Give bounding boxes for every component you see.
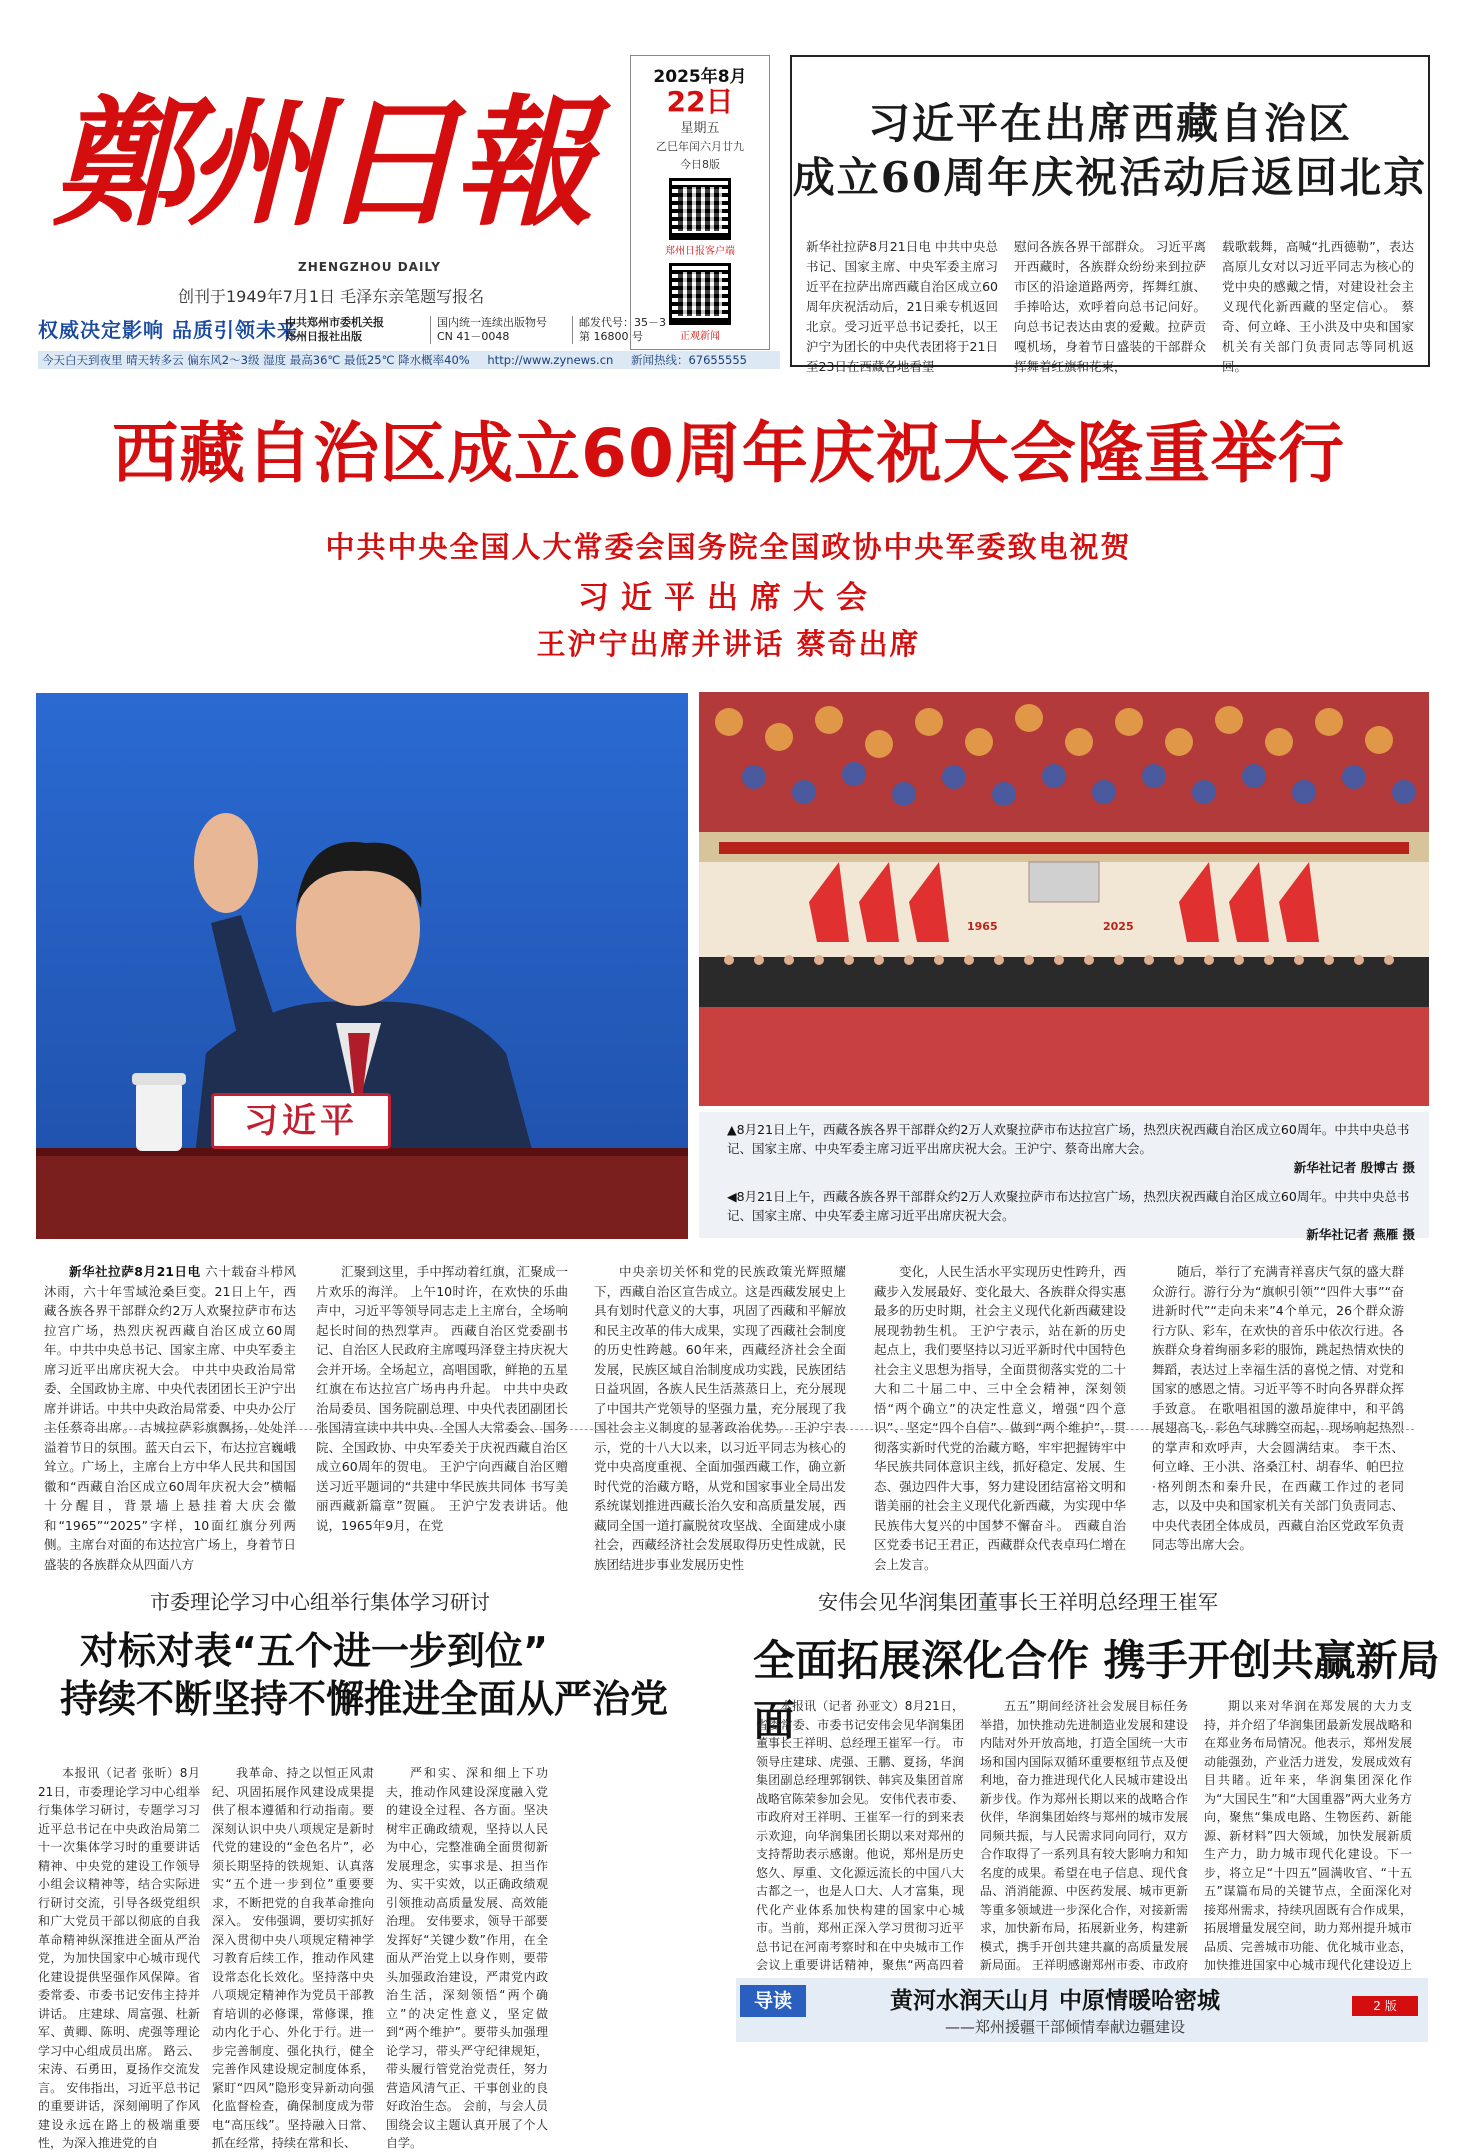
qr-label-app: 郑州日报客户端	[665, 246, 735, 257]
left-story-kicker: 市委理论学习中心组举行集体学习研讨	[150, 1590, 490, 1614]
qr-code-icon[interactable]	[669, 178, 731, 240]
article-column	[386, 1764, 548, 2153]
top-story-title-line1: 习近平在出席西藏自治区	[867, 99, 1352, 148]
article-column	[756, 1697, 964, 1993]
photo-illustration	[699, 692, 1429, 1106]
post-code-label: 邮发代号：35－3	[579, 316, 666, 329]
article-column	[1204, 1697, 1412, 1993]
guide-title[interactable]: 黄河水润天山月 中原情暖哈密城	[890, 1988, 1221, 2014]
banner-year-left: 1965	[967, 920, 998, 933]
lead-subheadline: 中共中央全国人大常委会国务院全国政协中央军委致电祝贺	[325, 530, 1132, 564]
section-divider	[44, 1429, 1414, 1430]
right-story-kicker: 安伟会见华润集团董事长王祥明总经理王崔军	[818, 1590, 1218, 1614]
article-text: 六十载奋斗栉风沐雨，六十年雪域沧桑巨变。21日上午，西藏各族各界干部群众约2万人欢聚拉萨市布达拉宫广场，热烈庆祝西藏自治区成立60周年。中共中央总书记、国家主席、中央军委主席习近平出席庆祝大会。 中共中央政治局常委、全国政协主席、中央代表团团长王沪宁出席并讲话。中共中央政治局常委、中央办公厅主任蔡奇出席。 古城拉萨彩旗飘扬，处处洋溢着节日的氛围。蓝天白云下，布达拉宫巍峨耸立。广场上，主席台上方中华人民共和国国徽和“西藏自治区成立60周年庆祝大会”横幅十分醒目，背景墙上悬挂着大庆会徽和“1965”“2025”字样，10面红旗分列两侧。主席台对面的布达拉宫广场上，身着节日盛装的各族群众从四面八方	[44, 1264, 296, 1572]
issue-year-month: 2025年8月	[653, 67, 747, 87]
lead-photo-waving[interactable]	[36, 693, 688, 1239]
article-text: 严和实、深和细上下功夫，推动作风建设深度融入党的建设全过程、各方面。坚决树牢正确政绩观，坚持以人民为中心，完整准确全面贯彻新发展理念，实事求是、担当作为、实干实效，以正确政绩观引领推动高质量发展、高效能治理。 安伟要求，领导干部要发挥好“关键少数”作用，在全面从严治党上以身作则，要带头加强政治建设，严肃党内政治生活，深刻领悟“两个确立”的决定性意义，坚定做到“两个维护”。要带头加强理论学习，带头严守纪律规矩，带头履行管党治党责任，努力营造风清气正、干事创业的良好政治生态。 会前，与会人员围绕会议主题认真开展了个人自学。	[386, 1766, 548, 2150]
guide-subtitle: ——郑州援疆干部倾情奉献边疆建设	[945, 2018, 1186, 2036]
photo-credit: 新华社记者 燕雁 摄	[1306, 1227, 1415, 1242]
guide-page-ref[interactable]: 2 版	[1352, 1996, 1418, 2016]
article-text: 五五”期间经济社会发展目标任务举措，加快推动先进制造业发展和建设内陆对外开放高地，打造全国统一大市场和国内国际双循环重要枢纽节点及便利地，奋力推进现代化人民城市建设出新步伐。作为郑州长期以来的战略合作伙伴，华润集团始终与郑州的城市发展同频共振，与人民需求同向同行，双方合作取得了一系列具有较大影响力和知名度的成果。希望在电子信息、现代食品、消消能源、中医药发展、城市更新等重多领域进一步深化合作，对接新需求，加快新布局，拓展新业务，构建新模式，携手开创共建共赢的高质量发展新局面。 王祥明感谢郑州市委、市政府	[980, 1699, 1188, 1972]
article-text: 期以来对华润在郑发展的大力支持，并介绍了华润集团最新发展战略和在郑业务布局情况。他表示，郑州发展动能强劲，产业活力迸发，发展成效有目共睹。近年来，华润集团深化作为“大国民生”和“大国重器”两大业务方向，聚焦“集成电路、生物医药、新能源、新材料”四大领域，加快发展新质生产力，助力城市现代化建设。下一步，将立足“十四五”圆满收官、“十五五”谋篇布局的关键节点，全面深化对接郑州需求，持续巩固既有合作成果，拓展增量发展空间，助力郑州提升城市品质、完善城市功能、优化城市业态，加快推进国家中心城市现代化建设迈上	[1204, 1699, 1412, 1972]
weather-bar	[38, 351, 780, 369]
article-column	[874, 1262, 1126, 1574]
article-column	[980, 1697, 1188, 1993]
founded-line: 创刊于1949年7月1日 毛泽东亲笔题写报名	[178, 287, 485, 306]
sponsor-line: 中共郑州市委机关报	[285, 316, 384, 329]
lead-subheadline: 王沪宁出席并讲话 蔡奇出席	[536, 627, 921, 661]
dateline: 新华社拉萨8月21日电	[69, 1264, 201, 1279]
article-text: 汇聚到这里，手中挥动着红旗，汇聚成一片欢乐的海洋。 上午10时许，在欢快的乐曲声中，习近平等领导同志走上主席台，全场响起长时间的热烈掌声。 西藏自治区党委副书记、自治区人民政府主席嘎玛泽登主持庆祝大会并开场。全场起立，高唱国歌，鲜艳的五星红旗在布达拉宫广场冉冉升起。 中共中央政治局委员、国务院副总理、中央代表团副团长张国清宣读中共中央、全国人大常委会、国务院、全国政协、中央军委关于庆祝西藏自治区成立60周年的贺电。 王沪宁向西藏自治区赠送习近平题词的“共建中华民族共同体 书写美丽西藏新篇章”贺匾。 王沪宁发表讲话。他说，1965年9月，在党	[316, 1264, 568, 1533]
article-column	[594, 1262, 846, 1574]
sponsor	[285, 316, 384, 344]
article-text: 随后，举行了充满青祥喜庆气氛的盛大群众游行。游行分为“旗帜引领”“四件大事”“奋进新时代”“走向未来”4个单元，26个群众游行方队、彩车，在欢快的音乐中依次行进。各族群众身着绚丽多彩的服饰，跳起热情欢快的舞蹈，表达过上幸福生活的喜悦之情、对党和国家的感恩之情。习近平等不时向各界群众挥手致意。 在歌唱祖国的激昂旋律中，和平鸽展翅高飞，彩色气球腾空而起，现场响起热烈的掌声和欢呼声，大会圆满结束。 李干杰、何立峰、王小洪、洛桑江村、胡春华、帕巴拉·格列朗杰和秦升民，在西藏工作过的老同志，以及中央和国家机关有关部门负责同志、中央代表团全体成员，西藏自治区党政军负责同志等出席大会。	[1152, 1264, 1404, 1552]
nameplate: 习近平	[211, 1093, 391, 1149]
photo-credit: 新华社记者 殷博古 摄	[1293, 1160, 1415, 1175]
logo-english: ZHENGZHOU DAILY	[298, 260, 441, 274]
newspaper-logo: 鄭州日報	[52, 82, 589, 246]
article-column	[44, 1262, 296, 1574]
banner-year-right: 2025	[1103, 920, 1134, 933]
hotline: 新闻热线：67655555	[630, 353, 748, 367]
weather-text: 今天白天到夜里 晴天转多云 偏东风2～3级 湿度 最高36℃ 最低25℃ 降水概率40%	[42, 353, 470, 367]
lead-subheadline: 习近平出席大会	[578, 580, 879, 616]
right-story-title[interactable]: 全面拓展深化合作 携手开创共赢新局面	[753, 1636, 1440, 1745]
top-story-box	[790, 55, 1430, 374]
top-story-title[interactable]	[792, 97, 1428, 205]
lead-photo-rostrum[interactable]	[699, 692, 1429, 1106]
left-story-title[interactable]: 对标对表“五个进一步到位”	[80, 1629, 548, 1673]
article-column	[316, 1262, 568, 1535]
top-story-col: 慰问各族各界干部群众。 习近平离开西藏时，各族群众纷纷来到拉萨市区的沿途道路两旁，挥舞红旗、手捧哈达，欢呼着向总书记问好。向总书记表达由衷的爱戴。拉萨贡嘎机场，身着节日盛装的干部群众挥舞着红旗和花束，	[1014, 239, 1206, 374]
cn-code	[430, 316, 547, 344]
post-code	[572, 316, 666, 344]
article-text: 本报讯（记者 孙亚文）8月21日，省委常委、市委书记安伟会见华润集团董事长王祥明、总经理王崔军一行。 市领导庄建球、虎强、王鹏、夏扬，华润集团副总经理郭钢铁、韩宾及集团首席战略官陈荣参加会见。 安伟代表市委、市政府对王祥明、王崔军一行的到来表示欢迎，向华润集团长期以来对郑州的支持帮助表示感谢。他说，郑州是历史悠久、厚重、文化源远流长的中国八大古都之一，也是人口大、人才富集，现代化产业体系加快构建的国家中心城市。当前，郑州正深入学习贯彻习近平总书记在河南考察时和在中央城市工作会议上重要讲话精神，聚焦“两高四着	[756, 1699, 964, 1972]
article-text: 中央亲切关怀和党的民族政策光辉照耀下，西藏自治区宣告成立。这是西藏发展史上具有划时代意义的大事，巩固了西藏和平解放和民主改革的伟大成果，实现了西藏社会制度的历史性跨越。60年来，西藏经济社会全面发展，民族区域自治制度成功实践，民族团结日益巩固，各族人民生活蒸蒸日上，充分展现了中国共产党领导的坚强力量，充分展现了我国社会主义制度的显著政治优势。 王沪宁表示，党的十八大以来，以习近平同志为核心的党中央高度重视、全面加强西藏工作，确立新时代党的治藏方略，从党和国家事业全局出发系统谋划推进西藏长治久安和高质量发展，西藏同全国一道打赢脱贫攻坚战、全面建成小康社会，西藏经济社会发展取得历史性成就，民族团结进步事业发展历史性	[594, 1264, 846, 1572]
cn-code-value: CN 41－0048	[437, 330, 510, 343]
website-link[interactable]: http://www.zynews.cn	[487, 353, 614, 367]
article-column	[212, 1764, 374, 2153]
top-story-title-line2: 成立60周年庆祝活动后返回北京	[792, 153, 1428, 202]
left-story-title[interactable]: 持续不断坚持不懈推进全面从严治党	[60, 1677, 669, 1721]
sponsor-line: 郑州日报社出版	[285, 330, 362, 343]
article-text: 我革命、持之以恒正风肃纪、巩固拓展作风建设成果提供了根本遵循和行动指南。要深刻认识中央八项规定是新时代党的建设的“金色名片”，必须长期坚持的铁规矩、认真落实“五个进一步到位”重要要求，不断把党的自我革命推向深入。 安伟强调，要切实抓好深入贯彻中央八项规定精神学习教育后续工作，推动作风建设常态化长效化。坚持落中央八项规定精神作为党员干部教育培训的必修课，常修课，推动内化于心、外化于行。进一步完善制度、强化执行，健全完善作风建设规定制度体系，紧盯“四风”隐形变异新动向强化监督检查，确保制度成为带电“高压线”。坚持融入日常、抓在经常，持续在常和长、	[212, 1766, 374, 2150]
top-story-col: 载歌载舞，高喊“扎西德勒”，表达高原儿女对以习近平同志为核心的党中央的感戴之情，对建设社会主义现代化新西藏的坚定信心。 蔡奇、何立峰、王小洪及中央和国家机关有关部门负责同志等同机返回。	[1222, 239, 1414, 374]
article-column	[38, 1764, 200, 2153]
issue-number: 第 16800 号	[579, 330, 643, 343]
article-text: 变化，人民生活水平实现历史性跨升，西藏步入发展最好、变化最大、各族群众得实惠最多的历史时期，社会主义现代化新西藏建设展现勃勃生机。 王沪宁表示，站在新的历史起点上，我们要坚持以习近平新时代中国特色社会主义思想为指导，全面贯彻落实党的二十大和二十届二中、三中全会精神，深刻领悟“两个确立”的决定性意义，增强“四个意识”、坚定“四个自信”、做到“两个维护”，贯彻落实新时代党的治藏方略，牢牢把握铸牢中华民族共同体意识主线，抓好稳定、发展、生态、强边四件大事，努力建设团结富裕文明和谐美丽的社会主义现代化新西藏，为实现中华民族伟大复兴的中国梦不懈奋斗。 西藏自治区党委书记王君正，西藏群众代表卓玛仁增在会上发言。	[874, 1264, 1126, 1572]
slogan: 权威决定影响 品质引领未来	[38, 318, 298, 342]
photo-caption: ▲8月21日上午，西藏各族各界干部群众约2万人欢聚拉萨市布达拉宫广场，热烈庆祝西藏自治区成立60周年。中共中央总书记、国家主席、中央军委主席习近平出席庆祝大会。王沪宁、蔡奇出席大会。	[727, 1122, 1410, 1156]
photo-illustration	[36, 693, 688, 1239]
issue-lunar-date: 乙巳年闰六月廿九	[656, 140, 744, 153]
issue-day: 22日	[666, 85, 734, 118]
photo-caption: ◀8月21日上午，西藏各族各界干部群众约2万人欢聚拉萨市布达拉宫广场，热烈庆祝西藏自治区成立60周年。中共中央总书记、国家主席、中央军委主席习近平出席庆祝大会。	[727, 1189, 1410, 1223]
article-text: 本报讯（记者 张昕）8月21日，市委理论学习中心组举行集体学习研讨，专题学习习近平总书记在中央政治局第二十一次集体学习时的重要讲话精神、中央党的建设工作领导小组会议精神等，结合实际进行研讨交流，引导各级党组织和广大党员干部以彻底的自我革命精神纵深推进全面从严治党，为加快国家中心城市现代化建设提供坚强作风保障。省委常委、市委书记安伟主持并讲话。 庄建球、周富强、杜新军、黄卿、陈明、虎强等理论学习中心组成员出席。 路云、宋涛、石勇田，夏扬作交流发言。 安伟指出，习近平总书记的重要讲话，深刻阐明了作风建设永远在路上的极端重要性，为深入推进党的自	[38, 1766, 200, 2150]
date-box	[630, 55, 770, 350]
issue-weekday: 星期五	[680, 121, 720, 136]
cn-code-label: 国内统一连续出版物号	[437, 316, 547, 329]
issue-edition: 今日8版	[680, 158, 720, 171]
article-column	[1152, 1262, 1404, 1555]
top-story-col: 新华社拉萨8月21日电 中共中央总书记、国家主席、中央军委主席习近平在拉萨出席西藏自治区成立60周年庆祝活动后，21日乘专机返回北京。受习近平总书记委托，以王沪宁为团长的中央代表团将于21日至23日在西藏各地看望	[806, 239, 998, 374]
qr-code-icon[interactable]	[669, 263, 731, 325]
guide-tag: 导读	[740, 1985, 806, 2017]
lead-headline[interactable]: 西藏自治区成立60周年庆祝大会隆重举行	[112, 415, 1345, 492]
photo-caption-box	[699, 1112, 1429, 1242]
qr-label-news: 正观新闻	[680, 331, 720, 342]
